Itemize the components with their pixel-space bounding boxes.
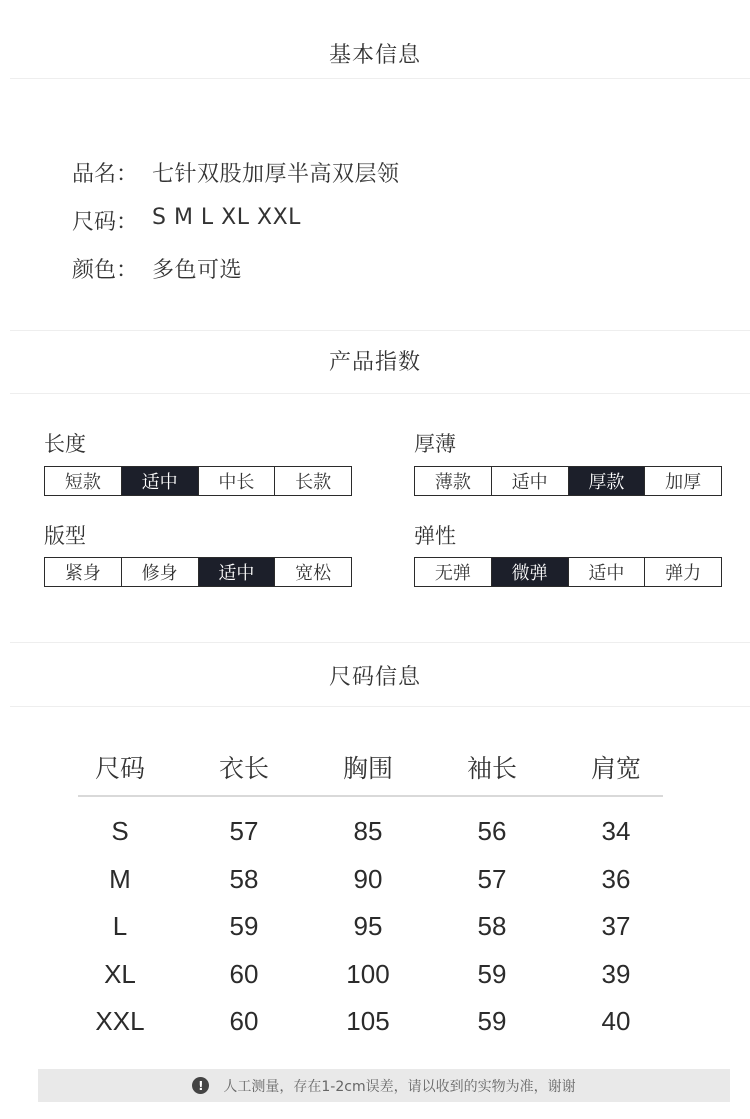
table-cell: S — [111, 816, 129, 847]
scale-option: 薄款 — [415, 467, 492, 495]
table-cell: 57 — [477, 863, 507, 894]
divider — [10, 78, 750, 79]
measurement-note — [38, 1069, 730, 1102]
info-value: 七针双股加厚半高双层领 — [152, 162, 400, 187]
index-label-length: 长度 — [44, 432, 86, 456]
table-row — [58, 951, 678, 999]
table-cell: 59 — [477, 1006, 507, 1037]
scale-option: 适中 — [122, 467, 199, 495]
index-label-fit: 版型 — [44, 524, 86, 548]
scale-option: 宽松 — [275, 558, 351, 586]
index-scale-fit — [44, 557, 352, 587]
divider — [10, 393, 750, 394]
info-row-color — [72, 253, 242, 284]
table-row — [58, 856, 678, 904]
table-row — [58, 998, 678, 1046]
size-table — [58, 740, 678, 1046]
exclamation-icon: ! — [192, 1077, 209, 1094]
info-key: 品名： — [72, 162, 139, 187]
scale-option: 修身 — [122, 558, 199, 586]
index-label-elasticity: 弹性 — [414, 524, 456, 548]
header-cell: 胸围 — [342, 754, 393, 783]
index-scale-length — [44, 466, 352, 496]
scale-option: 加厚 — [645, 467, 721, 495]
basic-info-title: 基本信息 — [328, 43, 421, 68]
info-key: 尺码： — [72, 210, 139, 235]
table-cell: XL — [104, 958, 136, 989]
scale-option: 无弹 — [415, 558, 492, 586]
table-cell: 58 — [229, 863, 259, 894]
index-scale-elasticity — [414, 557, 722, 587]
table-cell: 39 — [601, 958, 631, 989]
product-index-title: 产品指数 — [328, 350, 421, 375]
table-cell: 40 — [601, 1006, 631, 1037]
table-cell: 105 — [346, 1006, 390, 1037]
header-cell: 袖长 — [466, 754, 517, 783]
table-cell: XXL — [95, 1006, 145, 1037]
table-cell: 34 — [601, 816, 631, 847]
table-cell: 100 — [346, 958, 390, 989]
scale-option: 中长 — [199, 467, 276, 495]
table-cell: M — [109, 863, 131, 894]
info-value: 多色可选 — [152, 258, 243, 283]
table-cell: 57 — [229, 816, 259, 847]
size-table-header — [58, 740, 678, 794]
info-row-name — [72, 157, 400, 188]
scale-option: 适中 — [492, 467, 569, 495]
divider — [10, 330, 750, 331]
table-cell: 85 — [353, 816, 383, 847]
scale-option: 微弹 — [492, 558, 569, 586]
scale-option: 厚款 — [569, 467, 646, 495]
scale-option: 弹力 — [645, 558, 721, 586]
note-text: 人工测量，存在1-2cm误差，请以收到的实物为准，谢谢 — [223, 1078, 576, 1095]
table-cell: 56 — [477, 816, 507, 847]
index-label-thickness: 厚薄 — [414, 432, 456, 456]
size-info-title: 尺码信息 — [328, 665, 421, 690]
info-row-size — [72, 205, 301, 236]
table-cell: 36 — [601, 863, 631, 894]
table-cell: 60 — [229, 958, 259, 989]
scale-option: 适中 — [569, 558, 646, 586]
table-cell: L — [112, 911, 128, 942]
table-cell: 59 — [477, 958, 507, 989]
header-cell: 肩宽 — [590, 754, 641, 783]
scale-option: 适中 — [199, 558, 276, 586]
scale-option: 紧身 — [45, 558, 122, 586]
info-value: S M L XL XXL — [152, 205, 301, 230]
table-row — [58, 808, 678, 856]
header-cell: 衣长 — [218, 754, 269, 783]
table-cell: 37 — [601, 911, 631, 942]
table-row — [58, 903, 678, 951]
info-key: 颜色： — [72, 258, 139, 283]
scale-option: 短款 — [45, 467, 122, 495]
divider — [10, 642, 750, 643]
table-cell: 59 — [229, 911, 259, 942]
divider — [10, 706, 750, 707]
scale-option: 长款 — [275, 467, 351, 495]
table-cell: 90 — [353, 863, 383, 894]
table-cell: 60 — [229, 1006, 259, 1037]
table-cell: 95 — [353, 911, 383, 942]
table-header-rule — [78, 795, 663, 797]
table-cell: 58 — [477, 911, 507, 942]
index-scale-thickness — [414, 466, 722, 496]
header-cell: 尺码 — [94, 754, 145, 783]
